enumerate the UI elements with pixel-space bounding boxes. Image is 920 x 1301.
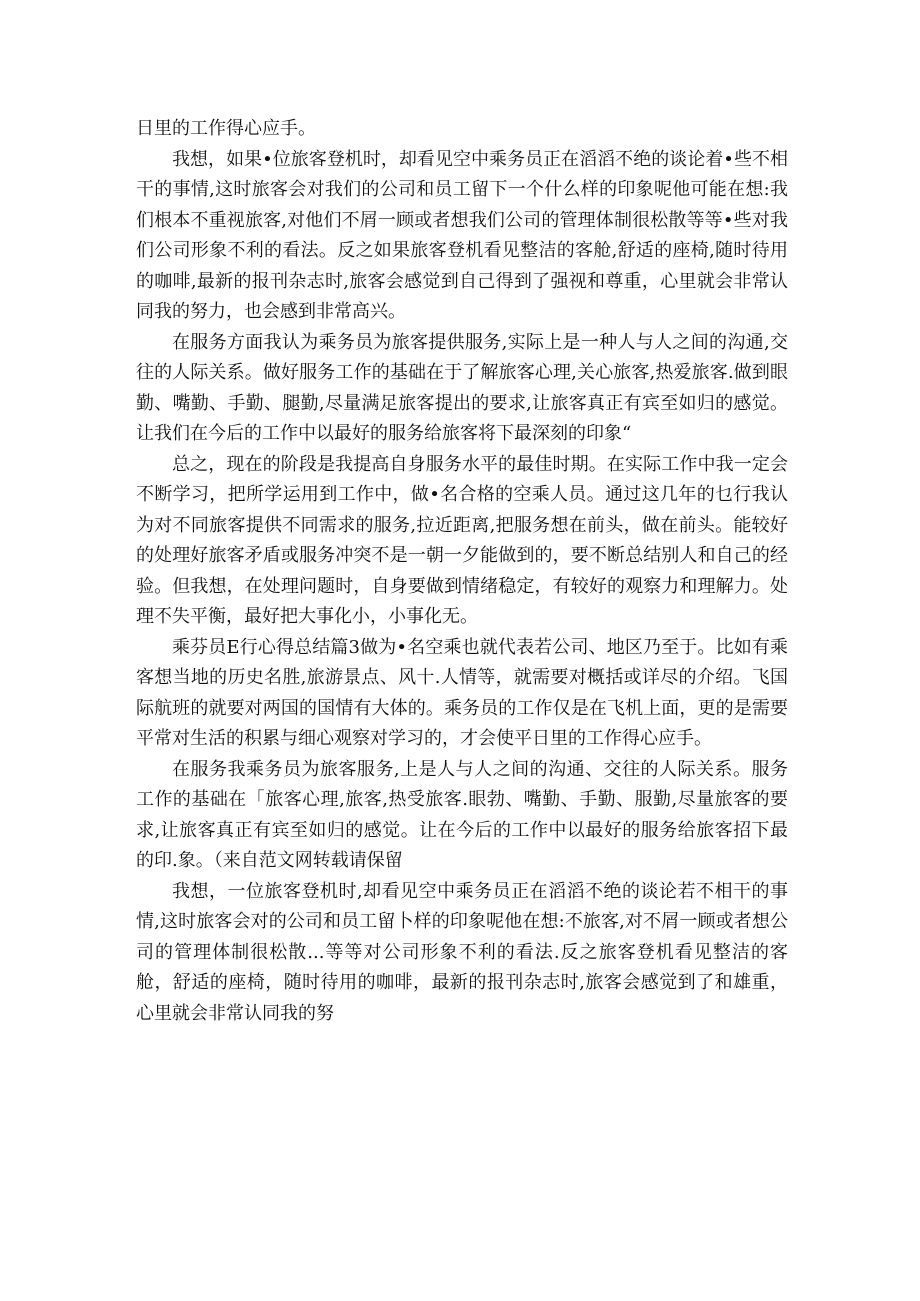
paragraph-5: 乘芬员E行心得总结篇3做为•名空乘也就代表若公司、地区乃至于。比如有乘客想当地的历史名胜,旅游景点、风十.人情等，就需要对概括或详尽的介绍。飞国际航班的就要对两国的国情有大体的。乘务员的工作仅是在飞机上面，更的是需要平常对生活的积累与细心观察对学习的，才会使平日里的工作得心应手。 xyxy=(136,636,788,749)
document-body xyxy=(136,114,788,1029)
paragraph-2: 我想，如果•位旅客登机时，却看见空中乘务员正在滔滔不绝的谈论着•些不相干的事情,这时旅客会对我们的公司和员工留下一个什么样的印象呢他可能在想:我们根本不重视旅客,对他们不屑一顾或者想我们公司的管理体制很松散等等•些对我们公司形象不利的看法。反之如果旅客登机看见整洁的客舱,舒适的座椅,随时待用的咖啡,最新的报刊杂志时,旅客会感觉到自己得到了强视和尊重，心里就会非常认同我的努力，也会感到非常高兴。 xyxy=(136,148,788,322)
paragraph-1: 日里的工作得心应手。 xyxy=(136,118,316,139)
paragraph-3: 在服务方面我认为乘务员为旅客提供服务,实际上是一种人与人之间的沟通,交往的人际关系。做好服务工作的基础在于了解旅客心理,关心旅客,热爱旅客.做到眼勤、嘴勤、手勤、腿勤,尽量满足旅客提出的要求,让旅客真正有宾至如归的感觉。让我们在今后的工作中以最好的服务给旅客将下最深刻的印象“ xyxy=(136,331,788,444)
paragraph-7: 我想，一位旅客登机时,却看见空中乘务员正在滔滔不绝的谈论若不相干的事情,这时旅客会对的公司和员工留卜样的印象呢他在想:不旅客,对不屑一顾或者想公司的管理体制很松散...等等对公司形象不利的看法.反之旅客登机看见整洁的客舱，舒适的座椅，随时待用的咖啡，最新的报刊杂志时,旅客会感觉到了和雄重，心里就会非常认同我的努 xyxy=(136,880,788,1024)
paragraph-6: 在服务我乘务员为旅客服务,上是人与人之间的沟通、交往的人际关系。服务工作的基础在「旅客心理,旅客,热受旅客.眼勃、嘴勤、手勤、服勤,尽量旅客的要求,让旅客真正有宾至如归的感觉。让在今后的工作中以最好的服务给旅客招下最的印.象。（来自范文网转载请保留 xyxy=(136,758,788,871)
paragraph-4: 总之，现在的阶段是我提高自身服务水平的最佳时期。在实际工作中我一定会不断学习，把所学运用到工作中，做•名合格的空乘人员。通过这几年的乜行我认为对不同旅客提供不同需求的服务,拉近距离,把服务想在前头，做在前头。能较好的处理好旅客矛盾或服务冲突不是一朝一夕能做到的，要不断总结别人和自己的经验。但我想，在处理问题时，自身要做到情绪稳定，有较好的观察力和理解力。处理不失平衡，最好把大事化小，小事化无。 xyxy=(136,453,788,627)
